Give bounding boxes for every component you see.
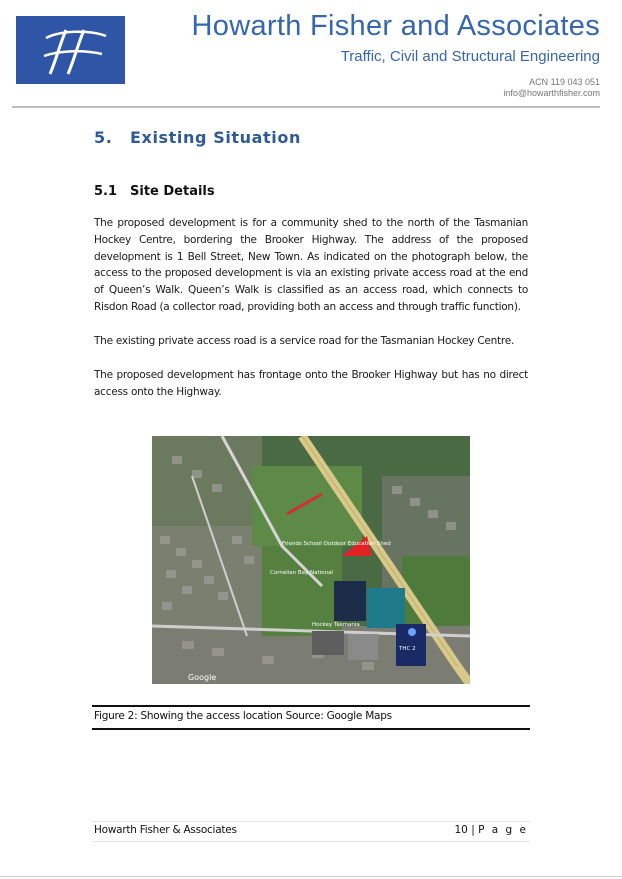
subsection-title: Site Details (130, 184, 215, 199)
subsection-heading (94, 184, 215, 199)
footer-bottom-rule (92, 841, 530, 842)
ff-monogram-icon (16, 16, 125, 84)
footer-top-rule (92, 821, 530, 822)
paragraph-access-road: The existing private access road is a service road for the Tasmanian Hockey Centre. (94, 335, 515, 347)
company-logo (16, 16, 125, 84)
map-label-hockey-tasmania: Hockey Tasmania (312, 622, 360, 628)
section-number: 5. (94, 128, 113, 147)
caption-bottom-rule (92, 728, 530, 730)
firm-email[interactable]: info@howarthfisher.com (503, 88, 600, 98)
page-bottom-edge (0, 876, 622, 877)
firm-name: Howarth Fisher and Associates (191, 10, 600, 42)
footer-page-number (454, 824, 528, 836)
footer-firm-name: Howarth Fisher & Associates (94, 824, 237, 836)
page-word: P a g e (478, 824, 528, 836)
map-label-thc: THC 2 (399, 646, 416, 652)
paragraph-site-details: The proposed development is for a community shed to the north of the Tasmanian Hockey Centre, bordering the Brooker Highway. The address of the proposed development is 1 Bell Street, New Town. As indicated on the photograph below, the access to the proposed development is via an existing private access road at the end of Queen’s Walk. Queen’s Walk is classified as an access road, which connects to Risdon Road (a collector road, providing both an access and through traffic function). (94, 217, 528, 313)
firm-tagline: Traffic, Civil and Structural Engineering (340, 48, 600, 65)
paragraph-frontage: The proposed development has frontage onto the Brooker Highway but has no direct access onto the Highway. (94, 369, 528, 398)
firm-acn: ACN 119 043 051 (529, 77, 600, 87)
map-google-watermark: Google (188, 673, 217, 682)
figure-caption: Figure 2: Showing the access location Source: Google Maps (94, 710, 392, 722)
section-title: Existing Situation (130, 128, 301, 147)
caption-top-rule (92, 705, 530, 707)
section-heading (94, 128, 301, 147)
header-divider (12, 106, 600, 108)
map-label-friends-school: Friends School Outdoor Education Shed (282, 541, 391, 547)
subsection-number: 5.1 (94, 184, 118, 199)
aerial-map-image (152, 436, 470, 684)
page-separator: | (471, 824, 475, 836)
map-label-national: Cornelian Bay National (270, 570, 333, 576)
page-number: 10 (454, 824, 468, 836)
